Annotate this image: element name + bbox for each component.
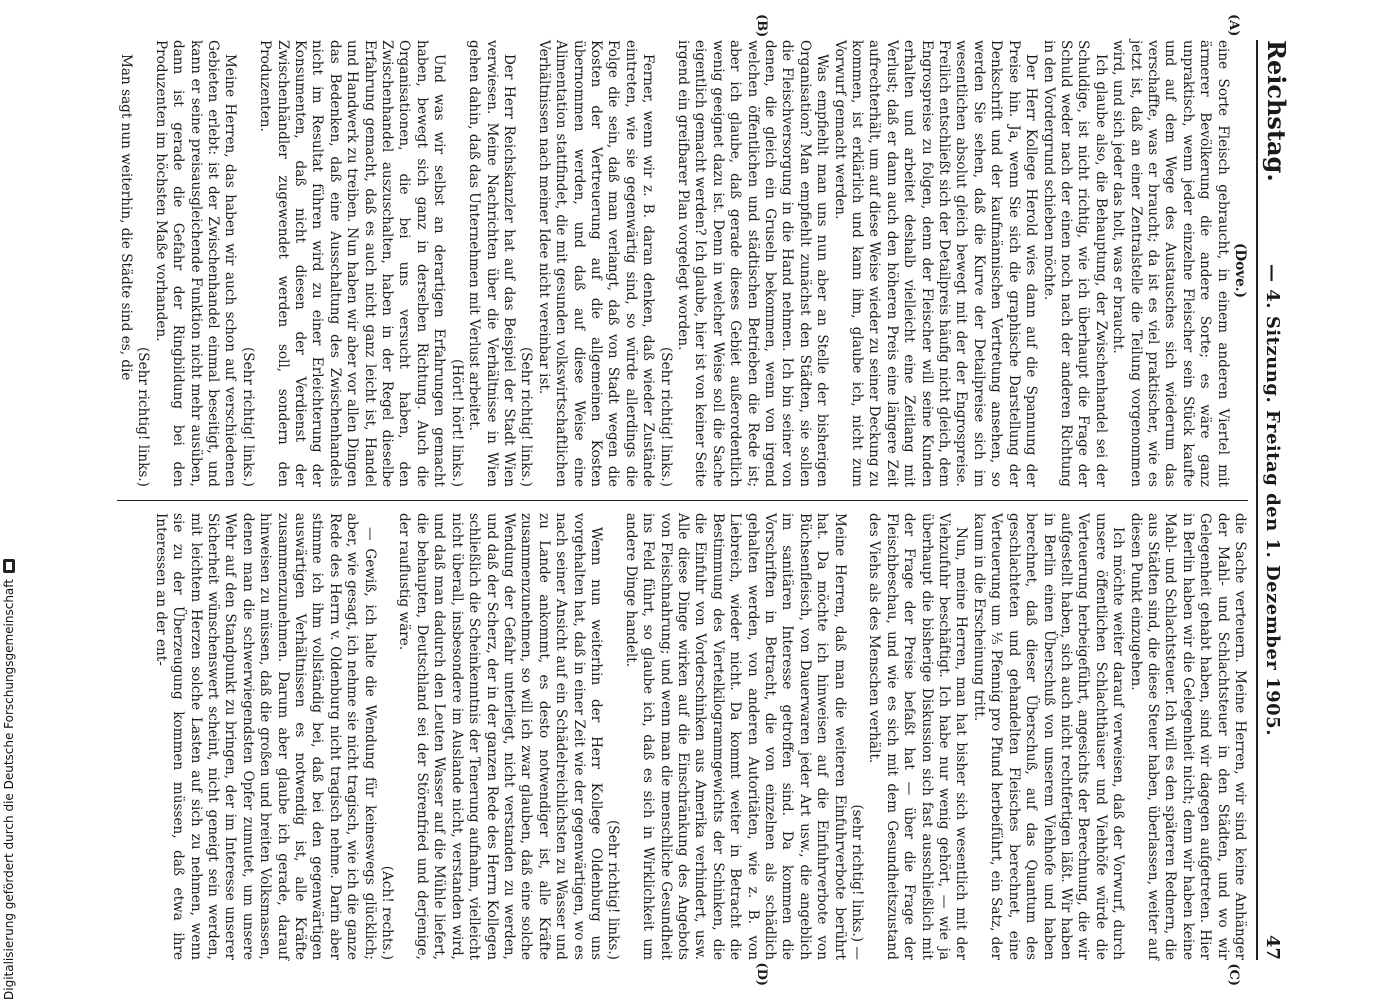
newspaper-page <box>80 0 1330 1000</box>
page-header <box>1256 40 1291 960</box>
interjection: (Sehr richtig! links.) <box>605 819 622 960</box>
paragraph: Wenn nun weiterhin der Herr Kollege Oldenburg uns vorgehalten hat, daß in einer Zeit wie der gegenwärtigen, wo es nach seiner Ansicht auf ein Schädelreichlichsten zu Wasser und zu Lande ankommt, es desto notwendiger ist, alle Kräfte zusammenzunehmen, so will ich zwar glauben, daß eine solche Wendung der Gefahr unterliegt, nicht verstanden zu werden, und daß der Scherz, der in der ganzen Rede des Herrn Kollegen schließlich die Scheinkenntnis der Tenerung aufnahm, vielleicht nicht überall, insbesondere im Auslande nicht, verstanden wird, und daß man dadurch den Leuten Wasser auf die Mühle liefert, die behaupten, Deutschland sei der Störenfried und derjenige, der rauflustig wäre. <box>396 513 604 960</box>
left-column <box>117 14 1248 487</box>
interjection: (Sehr richtig! links.) <box>657 346 674 487</box>
paragraph: Der Herr Kollege Herold wies dann auf die Spannung der Preise hin. Ja, wenn Sie sich die graphische Darstellung der Denkschrift und der kaufmännischen Vertretung ansehen, so werden Sie sehen, daß die Kurve der Detailpreise sich im wesentlichen absolut gleich bewegt mit der der Engrospreise. Freilich entschließt sich der Detailpreis häufig nicht gleich, dem Engrospreise zu folgen, denn der Fleischer will seine Kunden erhalten und arbeitet deshalb vielleicht eine Zeitlang mit Verlust; daß er dann auch den höheren Preis eine längere Zeit aufrechterhält, um auf diese Weise wieder zu seiner Deckung zu kommen, ist erklärlich und kann ihm, glaube ich, nicht zum Vorwurf gemacht werden. <box>831 40 1040 487</box>
interjection: (Hört! hört! links.) <box>448 358 465 487</box>
paragraph: Man sagt nun weiterhin, die Städte sind es, die <box>118 54 134 381</box>
header-title: Reichstag. <box>1262 40 1291 182</box>
paragraph: Was empfiehlt man uns nun aber an Stelle der bisherigen Organisation? Man empfiehlt zunächst den Städten, sie sollen die Fleischversorgung in die Hand nehmen. Ich bin seiner von denen, die gleich ein Gruseln bekommen, wenn von irgend welchen öffentlichen und städtischen Betrieben die Rede ist; aber ich glaube, daß gerade dieses Gebiet außerordentlich wenig geeignet dazu ist. Denn in welcher Weise soll die Sache eigentlich gemacht werden? Ich glaube, hier ist von keiner Seite irgend ein greifbarer Plan vorgelegt worden. <box>675 40 831 487</box>
paragraph: Ich möchte weiter darauf verweisen, daß der Vorwurf, durch unsere öffentlichen Schlachthäuser und Viehhöfe würde die Verteuerung herbeigeführt, angesichts der Berechnung, die wir aufgestellt haben, sich auch nicht rechtfertigen läßt. Wir haben in Berlin einen Überschuß von unserem Viehhofe und haben berechnet, daß dieser Überschuß, auf das Quantum des geschlachteten und gehandelten Fleisches berechnet, eine Verteuerung um ⅕ Pfennig pro Pfund herbeiführt, ein Satz, der kaum in die Erscheinung tritt. <box>970 513 1127 960</box>
interjection: (sehr richtig! links.) — <box>849 804 866 960</box>
interjection: (Ach! rechts.) <box>379 865 396 960</box>
paragraph: Nun, meine Herren, man hat bisher sich wesentlich mit der Viehzufuhr beschäftigt. Ich habe nur wenig gehört, — wie ja überhaupt die bisherige Diskussion sich fast ausschließlich mit der Frage der Preise befaßt hat — über die Frage der Fleischbeschau, und wie es sich mit dem Gesundheitszustand des Viehs als des Menschen verhält. <box>866 513 970 960</box>
text-columns <box>117 14 1248 986</box>
paragraph: Meine Herren, das haben wir auch schon auf verschiedenen Gebieten erlebt: ist der Zwischenhandel einmal beseitigt, und kann er seine preisausgleichende Funktion nicht mehr ausüben, dann ist gerade die Gefahr der Ringbildung bei den Produzenten im höchsten Maße vorhanden. <box>152 40 239 487</box>
speaker-name: (Dove.) <box>1232 243 1248 298</box>
paragraph: Meine Herren, daß man die weiteren Einfuhrverbote berührt hat. Da möchte ich hinweisen auf die Einfuhrverbote von Büchsenfleisch, von Dauerwaren jeder Art usw., die angeblich im sanitären Interesse getroffen sind. Da kommen die Vorschriften in Betracht, die von einzelnen als schädlich gehalten werden, von anderen Autoritäten, wie z. B. von Liebreich, wieder nicht. Da kommt weiter in Betracht die Bestimmung des Viertelkilogrammgewichts der Schinken, die die Einfuhr von Vorderschinken aus Amerika verhindert, usw. Alle diese Dinge wirken auf die Einschränkung des Angebots von Fleischnahrung; und wenn man die menschliche Gesundheit ins Feld führt, so glaube ich, daß es sich in Wirklichkeit um andere Dinge handelt. <box>622 513 848 960</box>
paragraph: Ferner, wenn wir z. B. daran denken, daß wieder Zustände eintreten, wie sie gegenwärtig sind, so würde allerdings die Folge die sein, daß man verlangt, daß von Stadt wegen die Kosten der Vertreuerung auf die allgemeinen Kosten übernommen werden, und daß auf diese Weise eine Alimentation stattfindet, die mit gesunden volkswirtschaftlichen Verhältnissen nach meiner Idee nicht vereinbar ist. <box>535 40 657 487</box>
dfg-logo-icon <box>3 559 15 573</box>
paragraph: — Gewiß, ich halte die Wendung für keineswegs glücklich; aber, wie gesagt, ich nehme sie nicht tragisch, wie ich die ganze Rede des Herrn v. Oldenburg nicht tragisch nehme. Darin aber stimme ich ihm vollständig bei, daß bei den gegenwärtigen auswärtigen Verhältnissen es notwendig ist, alle Kräfte zusammenzunehmen. Darum aber glaube ich gerade, darauf hinweisen zu müssen, daß die großen und breiten Volksmassen, denen man die schwerwiegendsten Opfer zumutet, um unsere Wehr auf den Standpunkt zu bringen, der im Interesse unserer Sicherheit wünschenswert scheint, nicht geneigt sein werden, mit leichtem Herzen solche Lasten auf sich zu nehmen, wenn sie zu der Überzeugung kommen müssen, daß etwa ihre Interessen an der ent- <box>152 513 378 960</box>
margin-mark-c: (C) <box>1226 963 1241 986</box>
paragraph: Ich glaube also, die Behauptung, der Zwischenhandel sei der Schuldige, ist nicht richtig, wie ich überhaupt die Frage der Schuld weder nach der einen noch nach der anderen Richtung in den Vordergrund schieben möchte. <box>1040 40 1109 487</box>
margin-mark-b: (B) <box>754 14 769 38</box>
paragraph: die Sache verteuern. Meine Herren, wir sind keine Anhänger der Mahl- und Schlachtsteuer in den Städten, und wo wir Gelegenheit gehabt haben, sind wir dagegen aufgetreten. Hier in Berlin haben wir die Gelegenheit nicht; denn wir haben keine Mahl- und Schlachtsteuer. Ich will es den späteren Rednern, die aus Städten sind, die diese Steuer haben, überlassen, weiter auf diesen Punkt einzugehen. <box>1127 513 1248 960</box>
interjection: (Sehr richtig! links.) <box>518 346 535 487</box>
paragraph: Und was wir selbst an derartigen Erfahrungen gemacht haben, bewegt sich ganz in derselben Richtung. Auch die Organisationen, die bei uns versucht haben, den Zwischenhandel auszuschalten, haben in der Regel dieselbe Erfahrung gemacht, daß es auch nicht ganz leicht ist, Handel und Handwerk zu treiben. Nun haben wir aber vor allen Dingen das Bedenken, daß eine Ausschaltung des Zwischenhandels nicht im Resultat führen wird zu einer Erleichterung der Konsumenten, daß nicht diesen der Verdienst der Zwischenhändler zugewendet werden soll, sondern den Produzenten. <box>257 40 448 487</box>
interjection: (Sehr richtig! links.) <box>239 346 256 487</box>
right-column <box>117 513 1248 986</box>
paragraph: eine Sorte Fleisch gebraucht, in einem anderen Viertel mit ärmerer Bevölkerung die andere Sorte; es wäre ganz unpraktisch, wenn jeder einzelne Fleischer sein Stück kaufte und auf dem Wege des Austausches sich wiederum das verschaffte, was er braucht; da ist es viel praktischer, wie es jetzt ist, daß an einer Zentralstelle die Teilung vorgenommen wird, und sich jeder das holt, was er braucht. <box>1110 40 1231 487</box>
header-session-date: — 4. Sitzung. Freitag den 1. Dezember 1905. <box>1262 264 1283 736</box>
margin-mark-d: (D) <box>754 962 769 986</box>
funding-note-text: Digitalisierung gefördert durch die Deutsche Forschungsgemeinschaft <box>2 578 16 1000</box>
column-divider <box>117 500 1248 501</box>
interjection: (Sehr richtig! links.) <box>135 346 152 487</box>
page-number: 47 <box>1262 934 1283 960</box>
digitization-note <box>2 559 16 1000</box>
margin-mark-a: (A) <box>1226 14 1241 37</box>
paragraph: Der Herr Reichskanzler hat auf das Beispiel der Stadt Wien verwiesen. Meine Nachrichten über die Verhältnisse in Wien gehen dahin, daß das Unternehmen mit Verlust arbeitet. <box>466 40 517 487</box>
